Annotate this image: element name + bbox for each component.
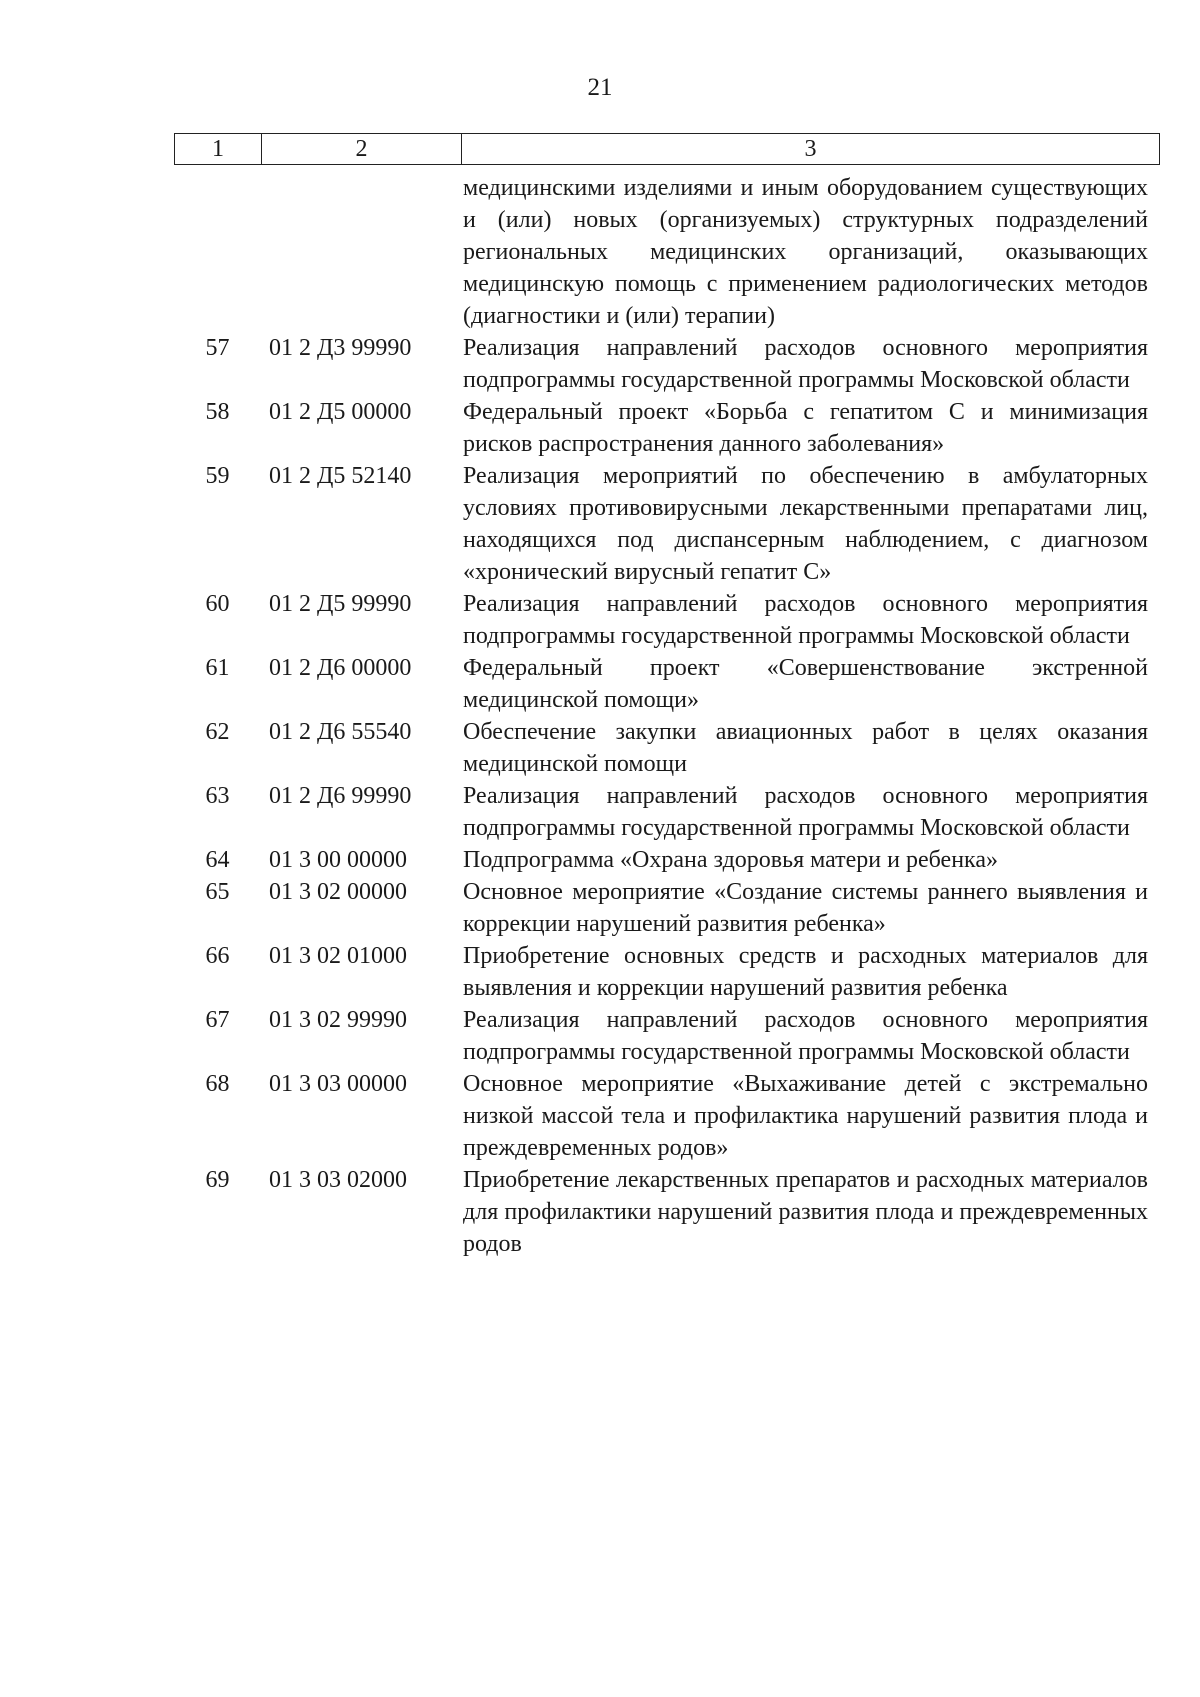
table-row bbox=[174, 652, 1160, 716]
row-code: 01 3 03 02000 bbox=[269, 1167, 407, 1193]
table-row bbox=[174, 780, 1160, 844]
row-code: 01 2 Д6 55540 bbox=[269, 719, 412, 745]
row-number: 67 bbox=[205, 1007, 230, 1033]
row-number: 62 bbox=[205, 719, 230, 745]
row-code: 01 2 Д6 99990 bbox=[269, 783, 412, 809]
row-code: 01 2 Д5 52140 bbox=[269, 463, 412, 489]
row-description: Реализация направлений расходов основного мероприятия подпрограммы государственной программы Московской области bbox=[463, 591, 1148, 649]
page-number: 21 bbox=[587, 74, 613, 101]
row-description: Основное мероприятие «Создание системы раннего выявления и коррекции нарушений развития ребенка» bbox=[463, 879, 1148, 937]
table-row bbox=[174, 1004, 1160, 1068]
row-number: 59 bbox=[205, 463, 230, 489]
table-row bbox=[174, 172, 1160, 332]
table-body bbox=[174, 172, 1160, 1260]
table-row bbox=[174, 940, 1160, 1004]
row-code: 01 3 02 00000 bbox=[269, 879, 407, 905]
row-description: Федеральный проект «Совершенствование экстренной медицинской помощи» bbox=[463, 655, 1148, 713]
table-header bbox=[174, 133, 1160, 165]
table-row bbox=[174, 588, 1160, 652]
row-number: 64 bbox=[205, 847, 230, 873]
row-number: 65 bbox=[205, 879, 230, 905]
table-row bbox=[174, 1164, 1160, 1260]
table-row bbox=[174, 1068, 1160, 1164]
row-code: 01 2 Д3 99990 bbox=[269, 335, 412, 361]
row-number: 57 bbox=[205, 335, 230, 361]
table-row bbox=[174, 332, 1160, 396]
row-code: 01 2 Д5 00000 bbox=[269, 399, 412, 425]
row-number: 60 bbox=[205, 591, 230, 617]
table-row bbox=[174, 460, 1160, 588]
table-row bbox=[174, 844, 1160, 876]
row-number: 58 bbox=[205, 399, 230, 425]
row-number bbox=[174, 172, 261, 332]
row-description: Приобретение лекарственных препаратов и расходных материалов для профилактики нарушений развития плода и преждевременных родов bbox=[463, 1167, 1148, 1257]
row-description: Основное мероприятие «Выхаживание детей с экстремально низкой массой тела и профилактика нарушений развития плода и преждевременных родов» bbox=[463, 1071, 1148, 1161]
row-code: 01 2 Д6 00000 bbox=[269, 655, 412, 681]
row-description: медицинскими изделиями и иным оборудованием существующих и (или) новых (организуемых) структурных подразделений региональных медицинских организаций, оказывающих медицинскую помощь с применением радиологических методов (диагностики и (или) терапии) bbox=[463, 175, 1148, 329]
row-description: Реализация направлений расходов основного мероприятия подпрограммы государственной программы Московской области bbox=[463, 783, 1148, 841]
row-number: 68 bbox=[205, 1071, 230, 1097]
row-description: Обеспечение закупки авиационных работ в целях оказания медицинской помощи bbox=[463, 719, 1148, 777]
row-code: 01 2 Д5 99990 bbox=[269, 591, 412, 617]
row-description: Приобретение основных средств и расходных материалов для выявления и коррекции нарушений развития ребенка bbox=[463, 943, 1148, 1001]
table-row bbox=[174, 876, 1160, 940]
table-row bbox=[174, 716, 1160, 780]
row-code: 01 3 00 00000 bbox=[269, 847, 407, 873]
row-code: 01 3 02 99990 bbox=[269, 1007, 407, 1033]
row-number: 61 bbox=[205, 655, 230, 681]
row-description: Реализация направлений расходов основного мероприятия подпрограммы государственной программы Московской области bbox=[463, 1007, 1148, 1065]
row-code bbox=[261, 172, 461, 332]
table-row bbox=[174, 396, 1160, 460]
row-code: 01 3 02 01000 bbox=[269, 943, 407, 969]
header-col-1: 1 bbox=[175, 134, 262, 164]
row-description: Реализация направлений расходов основного мероприятия подпрограммы государственной программы Московской области bbox=[463, 335, 1148, 393]
header-col-3: 3 bbox=[804, 135, 817, 162]
row-description: Подпрограмма «Охрана здоровья матери и ребенка» bbox=[463, 847, 998, 873]
row-description: Реализация мероприятий по обеспечению в амбулаторных условиях противовирусными лекарственными препаратами лиц, находящихся под диспансерным наблюдением, с диагнозом «хронический вирусный гепатит С» bbox=[463, 463, 1148, 585]
row-number: 69 bbox=[205, 1167, 230, 1193]
row-number: 66 bbox=[205, 943, 230, 969]
row-description: Федеральный проект «Борьба с гепатитом С и минимизация рисков распространения данного заболевания» bbox=[463, 399, 1148, 457]
header-col-2: 2 bbox=[262, 134, 462, 164]
row-code: 01 3 03 00000 bbox=[269, 1071, 407, 1097]
row-number: 63 bbox=[205, 783, 230, 809]
